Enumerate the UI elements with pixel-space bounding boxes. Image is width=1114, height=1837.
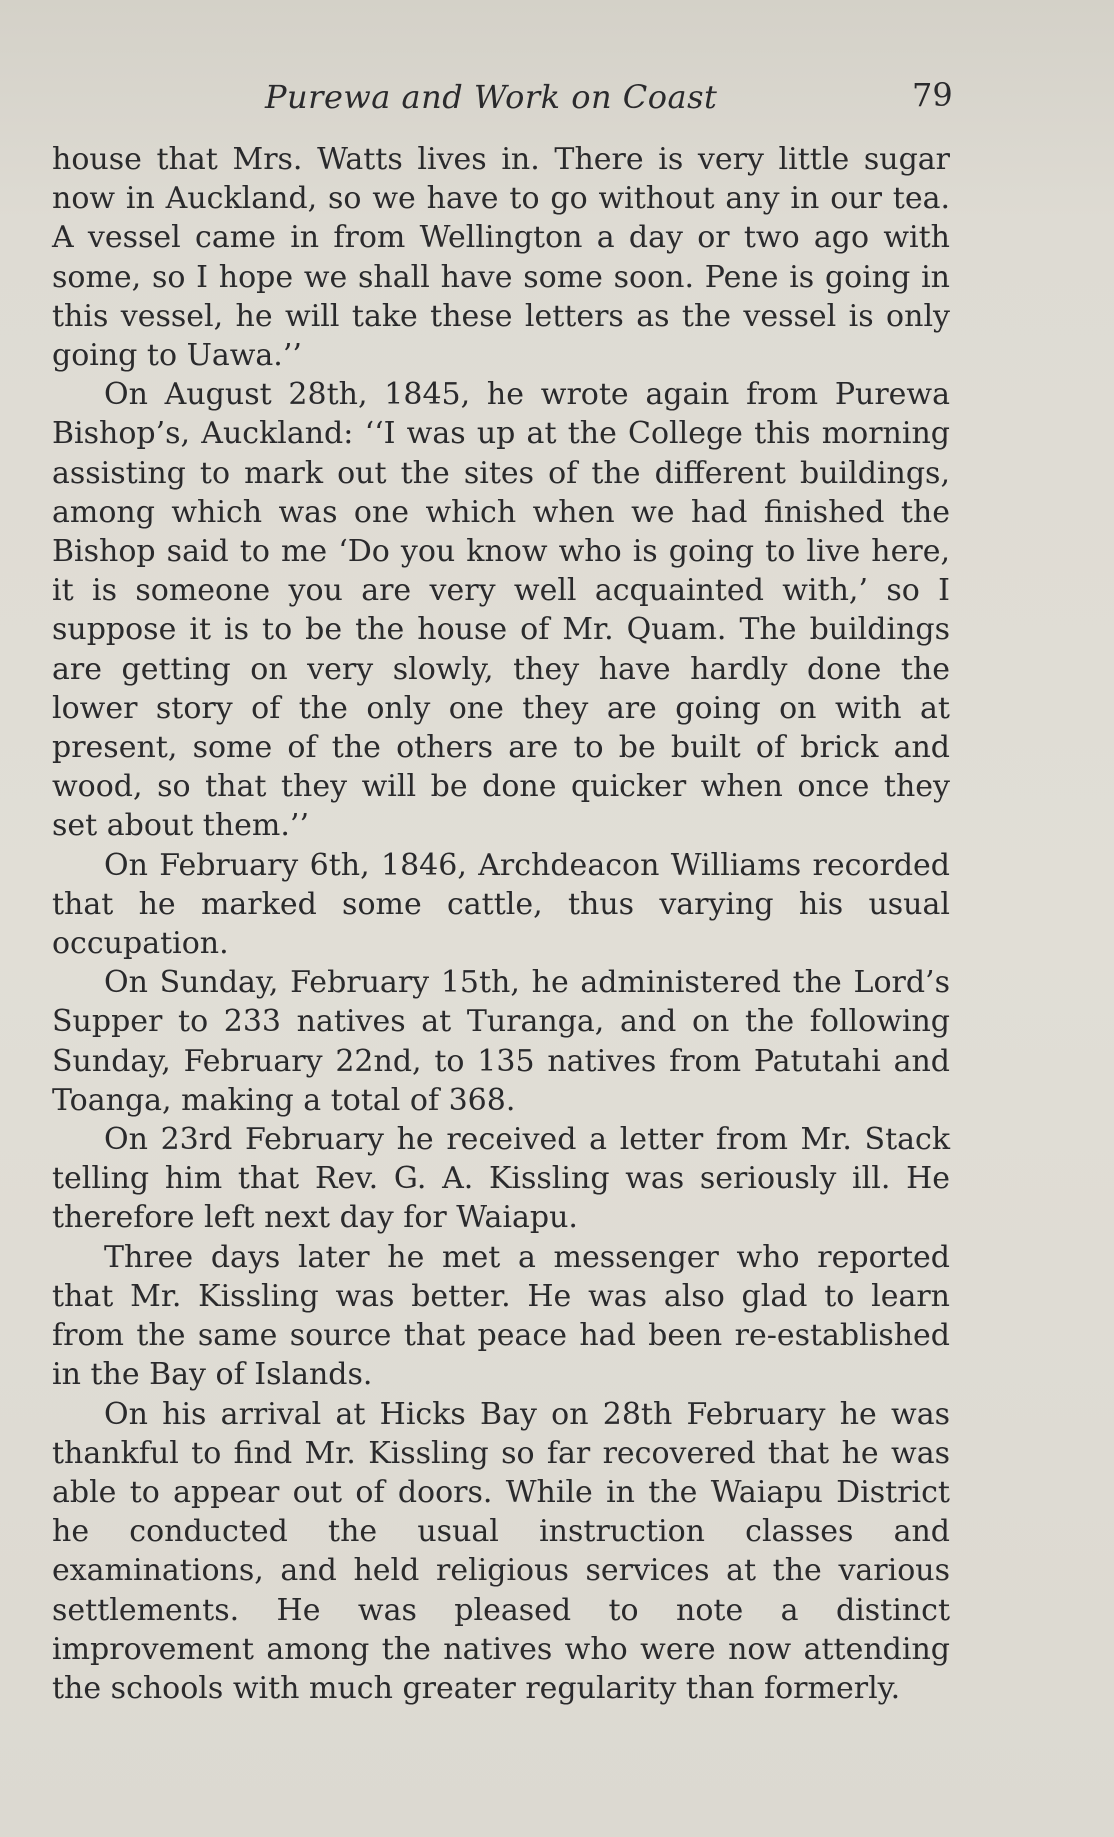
page-number: 79: [912, 76, 953, 114]
paragraph: Three days later he met a messenger who reported that Mr. Kissling was better. He was also glad to learn from the same source that peace had been re-established in the Bay of Islands.: [52, 1239, 950, 1393]
paragraph: On February 6th, 1846, Archdeacon Williams recorded that he marked some cattle, thus varying his usual occupation.: [52, 847, 950, 962]
paragraph: On August 28th, 1845, he wrote again from Purewa Bishop’s, Auckland: ‘‘I was up at the College this morning assisting to mark out the sites of the different buildings, among which was one which when we had finished the Bishop said to me ‘Do you know who is going to live here, it is someone you are very well acquainted with,’ so I suppose it is to be the house of Mr. Quam. The buildings are getting on very slowly, they have hardly done the lower story of the only one they are going on with at present, some of the others are to be built of brick and wood, so that they will be done quicker when once they set about them.’’: [52, 377, 950, 844]
paragraph: On 23rd February he received a letter from Mr. Stack telling him that Rev. G. A. Kissling was seriously ill. He therefore left next day for Waiapu.: [52, 1122, 950, 1236]
running-head: [0, 72, 1114, 122]
paragraph: On Sunday, February 15th, he administered the Lord’s Supper to 233 natives at Turanga, and on the following Sunday, February 22nd, to 135 natives from Patutahi and Toanga, making a total of 368.: [52, 965, 950, 1118]
body-text: [52, 140, 950, 1708]
paragraph-continued: house that Mrs. Watts lives in. There is very little sugar now in Auckland, so we have to go without any in our tea. A vessel came in from Wellington a day or two ago with some, so I hope we shall have some soon. Pene is going in this vessel, he will take these letters as the vessel is only going to Uawa.’’: [52, 142, 950, 374]
running-title: Purewa and Work on Coast: [265, 78, 718, 116]
paragraph: On his arrival at Hicks Bay on 28th February he was thankful to find Mr. Kissling so far recovered that he was able to appear out of doors. While in the Waiapu District he conducted the usual instruction classes and examinations, and held religious services at the various settlements. He was pleased to note a distinct improvement among the natives who were now attending the schools with much greater regularity than formerly.: [52, 1396, 950, 1706]
